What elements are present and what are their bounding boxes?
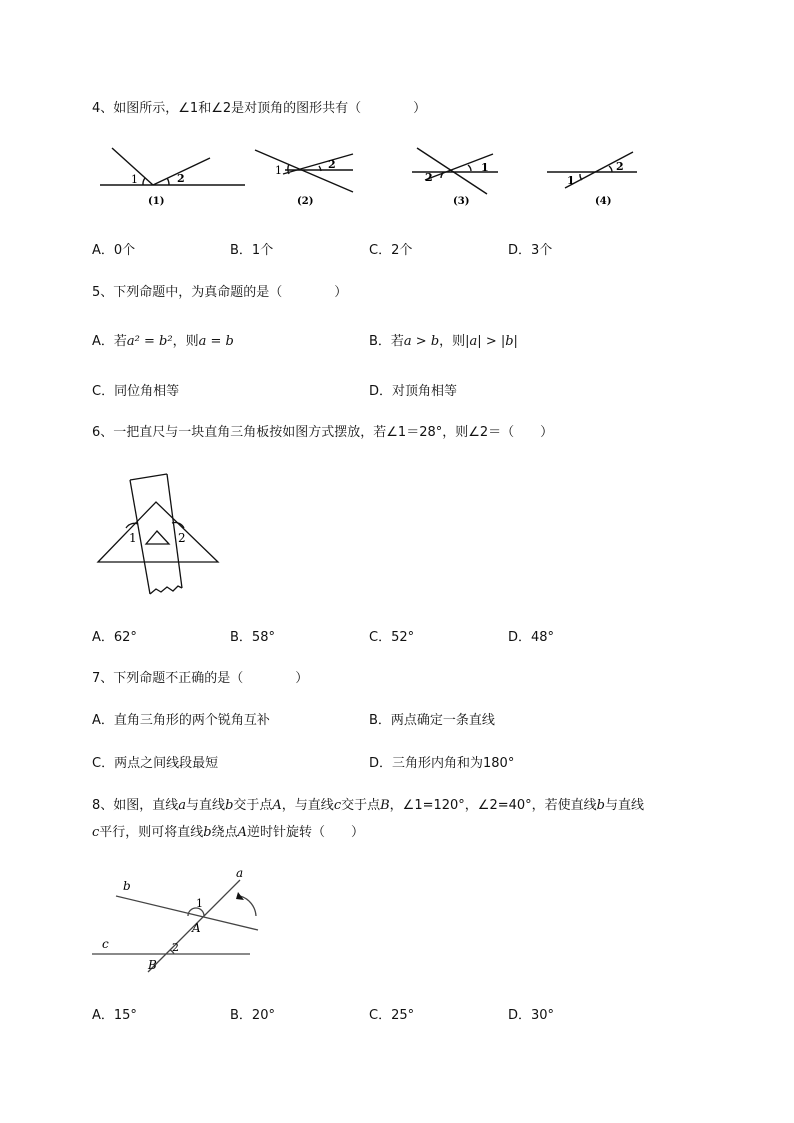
q5-option-a-result: a = b: [198, 334, 234, 349]
q4-option-b[interactable]: B．1个: [230, 243, 274, 258]
q4-fig2-label-1: 1: [275, 164, 282, 177]
q8-text: 交于点: [341, 798, 381, 813]
q8-var-c: c: [333, 798, 342, 813]
q6-inner-triangle: [146, 531, 169, 544]
q4-option-c[interactable]: C．2个: [369, 243, 413, 258]
q8-label-1: 1: [196, 897, 203, 910]
q5-option-d[interactable]: D．对顶角相等: [369, 384, 458, 399]
q8-arrow-head: [236, 892, 244, 900]
q5-option-a[interactable]: [92, 334, 234, 350]
q5-option-b-result: |a| > |b|: [465, 334, 518, 349]
q8-label-c: c: [102, 937, 109, 951]
q8-text: 交于点: [233, 798, 273, 813]
q8-line-b: [116, 896, 258, 930]
q5-option-b-prefix: B．若: [369, 334, 404, 349]
q6-option-b[interactable]: B．58°: [230, 630, 275, 645]
q7-option-d[interactable]: D．三角形内角和为180°: [369, 756, 515, 771]
q8-var-c: c: [92, 825, 100, 840]
q8-label-B: B: [148, 958, 157, 972]
q6-angle-label-2: 2: [178, 531, 186, 545]
q8-text: 8、如图，直线: [92, 798, 179, 813]
q8-option-c[interactable]: C．25°: [369, 1008, 415, 1023]
q5-option-b-mid: ，则: [439, 334, 466, 349]
q8-text: 平行，则可将直线: [99, 825, 204, 840]
q8-option-d[interactable]: D．30°: [508, 1008, 555, 1023]
q7-stem: 7、下列命题不正确的是（ ）: [92, 671, 309, 686]
q8-text: 绕点: [211, 825, 238, 840]
q8-var-a: a: [178, 798, 187, 813]
q8-label-A: A: [192, 921, 201, 935]
q4-caption-3: (3): [453, 196, 470, 207]
q4-fig1-label-1: 1: [131, 173, 138, 186]
q4-option-a[interactable]: A．0个: [92, 243, 136, 258]
q6-ruler-break: [150, 586, 182, 594]
q4-caption-1: (1): [148, 196, 165, 207]
q7-option-a[interactable]: A．直角三角形的两个锐角互补: [92, 713, 270, 728]
q8-var-b: b: [225, 798, 234, 813]
q8-label-a: a: [236, 866, 244, 880]
q6-option-d[interactable]: D．48°: [508, 630, 555, 645]
q4-figure-1: [100, 148, 245, 185]
q8-text: 逆时针旋转（ ）: [247, 825, 365, 840]
q8-label-b: b: [123, 879, 131, 893]
q4-stem: 4、如图所示，∠1和∠2是对顶角的图形共有（ ）: [92, 101, 427, 116]
q8-text: 与直线: [605, 798, 645, 813]
q8-text: ，∠1=120°，∠2=40°，若使直线: [389, 798, 597, 813]
q8-stem-line-1: [92, 798, 644, 814]
q8-stem-line-2: [92, 825, 364, 841]
q7-option-c[interactable]: C．两点之间线段最短: [92, 756, 219, 771]
q8-label-2: 2: [172, 941, 179, 954]
q4-option-d[interactable]: D．3个: [508, 243, 553, 258]
q4-fig4-label-1: 1: [567, 174, 575, 187]
q6-option-c[interactable]: C．52°: [369, 630, 415, 645]
q5-option-a-prefix: A．若: [92, 334, 127, 349]
q8-option-b[interactable]: B．20°: [230, 1008, 275, 1023]
q6-ruler-top: [130, 474, 167, 480]
q4-fig3-label-2: 2: [425, 171, 433, 184]
q4-fig2-label-2: 2: [328, 158, 336, 171]
q5-option-b[interactable]: [369, 334, 518, 350]
q8-text: ，与直线: [281, 798, 334, 813]
q4-fig4-label-2: 2: [616, 160, 624, 173]
q5-option-c[interactable]: C．同位角相等: [92, 384, 180, 399]
q4-figure-2: [255, 150, 353, 192]
q6-stem: 6、一把直尺与一块直角三角板按如图方式摆放，若∠1＝28°，则∠2＝（ ）: [92, 425, 554, 440]
q4-fig1-label-2: 2: [177, 172, 185, 185]
q5-stem: 5、下列命题中，为真命题的是（ ）: [92, 285, 348, 300]
q4-caption-4: (4): [595, 196, 612, 207]
q7-option-b[interactable]: B．两点确定一条直线: [369, 713, 495, 728]
q5-option-b-cond: a > b: [403, 334, 440, 349]
q4-fig3-label-1: 1: [481, 161, 489, 174]
q6-angle-label-1: 1: [129, 531, 137, 545]
q4-figures: [95, 140, 655, 210]
q4-caption-2: (2): [297, 196, 314, 207]
q8-text: 与直线: [186, 798, 226, 813]
q8-point-b: B: [380, 798, 390, 813]
q8-point-a: A: [237, 825, 248, 840]
q8-var-b: b: [596, 798, 605, 813]
q6-option-a[interactable]: A．62°: [92, 630, 137, 645]
q5-option-a-cond: a² = b²: [126, 334, 173, 349]
q5-option-a-mid: ，则: [172, 334, 199, 349]
q8-figure: [90, 866, 265, 976]
q6-figure: [94, 470, 224, 600]
q8-point-a: A: [272, 798, 282, 813]
q8-var-b: b: [203, 825, 212, 840]
q8-option-a[interactable]: A．15°: [92, 1008, 137, 1023]
